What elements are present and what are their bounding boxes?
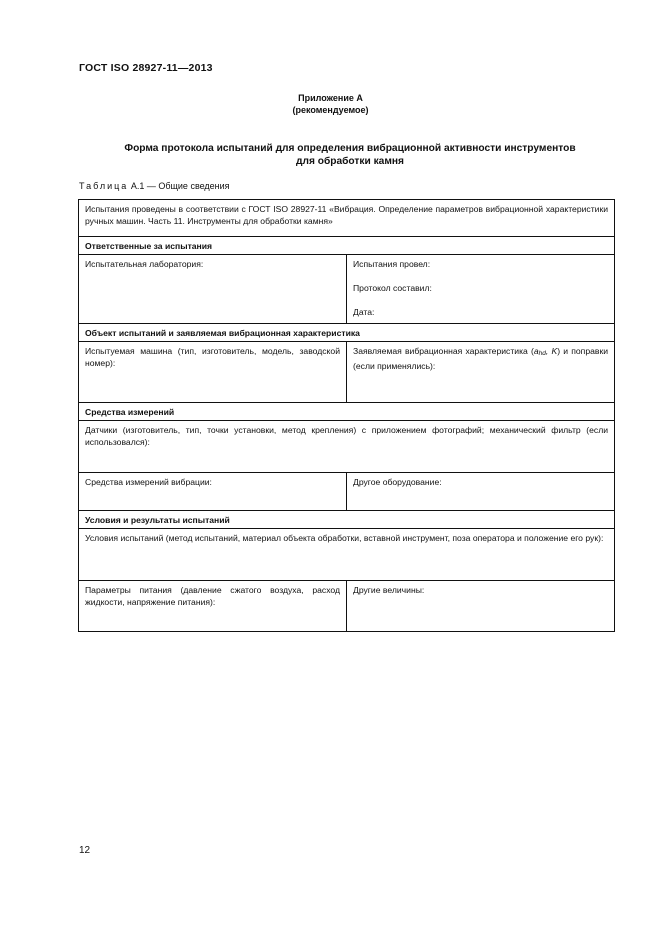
sensors-field[interactable] — [79, 421, 615, 473]
test-conditions-label: Условия испытаний (метод испытаний, материал объекта обработки, вставной инструмент, поза оператора и положение его рук): — [85, 533, 604, 543]
page-number: 12 — [79, 845, 91, 856]
sensors-label: Датчики (изготовитель, тип, точки установки, метод крепления) с приложением фотографий; механический фильтр (если использовался): — [85, 425, 609, 447]
machine-field[interactable] — [79, 342, 347, 403]
form-title-line-1: Форма протокола испытаний для определения вибрационной активности инструментов — [124, 143, 576, 154]
section-instruments-heading: Средства измерений — [79, 403, 615, 421]
protocol-table — [78, 199, 615, 632]
form-title — [90, 142, 610, 168]
table-row — [79, 342, 615, 403]
other-values-label: Другие величины: — [353, 585, 425, 595]
power-params-label: Параметры питания (давление сжатого воздуха, расход жидкости, напряжение питания): — [85, 585, 340, 607]
power-params-field[interactable] — [79, 581, 347, 632]
table-row — [79, 529, 615, 581]
table-row — [79, 581, 615, 632]
declared-prefix: Заявляемая вибрационная характеристика ( — [353, 346, 534, 356]
declared-subscript: hd — [538, 350, 546, 357]
table-caption-text: — Общие сведения — [146, 181, 230, 191]
other-values-field[interactable] — [347, 581, 615, 632]
responsible-persons-field[interactable] — [347, 255, 615, 324]
other-equipment-label: Другое оборудование: — [353, 477, 442, 487]
vibration-means-field[interactable] — [79, 473, 347, 511]
annex-status: (рекомендуемое) — [292, 105, 369, 115]
annex-title: Приложение А — [298, 93, 363, 103]
declared-characteristic-field[interactable] — [347, 342, 615, 403]
table-row — [79, 421, 615, 473]
declared-k-symbol: , K — [545, 346, 558, 356]
table-row — [79, 473, 615, 511]
table-caption-prefix: Таблица — [79, 181, 129, 191]
date-label: Дата: — [353, 307, 375, 317]
laboratory-label: Испытательная лаборатория: — [85, 259, 204, 269]
table-row — [79, 324, 615, 342]
test-conditions-field[interactable] — [79, 529, 615, 581]
declared-suffix: ) и поправки (если применялись): — [353, 346, 609, 371]
laboratory-field[interactable] — [79, 255, 347, 324]
section-conditions-heading: Условия и результаты испытаний — [79, 511, 615, 529]
table-row — [79, 403, 615, 421]
section-responsible-heading: Ответственные за испытания — [79, 237, 615, 255]
table-row — [79, 255, 615, 324]
tested-by-label: Испытания провел: — [353, 259, 431, 269]
report-by-label: Протокол составил: — [353, 283, 432, 293]
table-row — [79, 237, 615, 255]
other-equipment-field[interactable] — [347, 473, 615, 511]
document-code: ГОСТ ISO 28927-11—2013 — [79, 62, 213, 74]
declared-a-symbol: a — [533, 346, 539, 356]
table-row — [79, 200, 615, 237]
intro-cell: Испытания проведены в соответствии с ГОСТ ISO 28927-11 «Вибрация. Определение параметров вибрационной характеристики ручных машин. Часть 11. Инструменты для обработки камня» — [79, 200, 615, 237]
machine-label: Испытуемая машина (тип, изготовитель, модель, заводской номер): — [85, 346, 340, 368]
section-object-heading: Объект испытаний и заявляемая вибрационная характеристика — [79, 324, 615, 342]
table-caption-number: А.1 — [130, 181, 145, 191]
vibration-means-label: Средства измерений вибрации: — [85, 477, 212, 487]
table-caption — [79, 181, 230, 191]
table-row — [79, 511, 615, 529]
annex-heading — [0, 92, 661, 116]
form-title-line-2: для обработки камня — [296, 156, 404, 167]
